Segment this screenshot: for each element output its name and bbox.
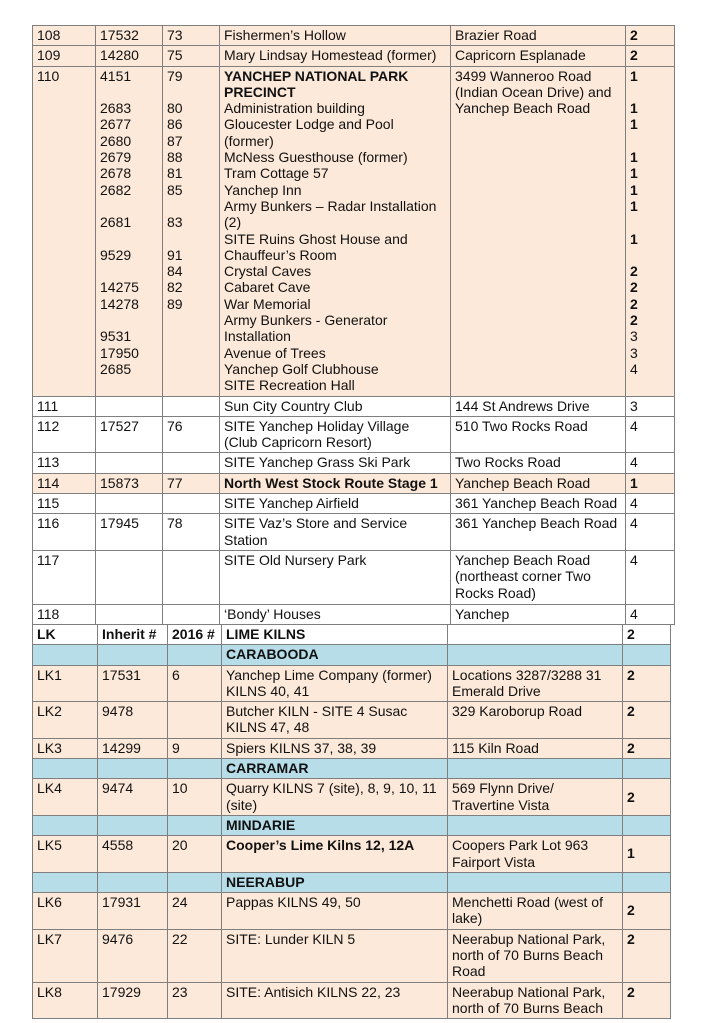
group-header-row <box>33 645 671 665</box>
precinct-n2016-line: 84 <box>167 263 183 280</box>
category: 2 <box>623 982 671 1019</box>
place-name: SITE Vaz’s Store and Service Station <box>220 514 451 551</box>
inherit-number <box>96 453 163 473</box>
precinct-n2016-line <box>167 328 215 344</box>
group-header-row <box>33 815 671 835</box>
group-empty-cell <box>623 872 671 892</box>
precinct-name-line: Administration building <box>224 100 365 117</box>
heritage-table-main <box>32 25 675 625</box>
inherit-number: 14280 <box>96 46 163 66</box>
group-empty-cell <box>168 815 222 835</box>
precinct-cat-line: 1 <box>630 230 638 247</box>
precinct-name-line: YANCHEP NATIONAL PARK PRECINCT <box>224 67 409 100</box>
number-2016: 77 <box>163 473 220 493</box>
precinct-cat-line: 1 <box>630 116 638 133</box>
place-name: Fishermen’s Hollow <box>220 26 451 46</box>
group-name: MINDARIE <box>222 815 448 835</box>
inherit-number: 9476 <box>98 929 168 982</box>
group-empty-cell <box>168 645 222 665</box>
precinct-cat-line <box>630 84 670 100</box>
group-empty-cell <box>623 645 671 665</box>
kiln-address: 115 Kiln Road <box>448 738 623 758</box>
table-row <box>33 514 675 551</box>
place-id: 116 <box>33 514 96 551</box>
group-empty-cell <box>168 872 222 892</box>
number-2016 <box>163 494 220 514</box>
kiln-address: Neerabup National Park, north of 70 Burns Beach <box>448 982 623 1019</box>
precinct-inherit-line: 14278 <box>100 295 139 312</box>
table-row <box>33 26 675 46</box>
precinct-cat-line: 1 <box>630 165 638 182</box>
inherit-number: 17532 <box>96 26 163 46</box>
group-empty-cell <box>98 645 168 665</box>
group-empty-cell <box>448 815 623 835</box>
header-title: LIME KILNS <box>222 625 448 645</box>
group-header-row <box>33 872 671 892</box>
precinct-inherit-line: 2680 <box>100 132 132 149</box>
precinct-n2016-line: 83 <box>167 214 183 231</box>
number-2016 <box>168 702 222 739</box>
table-row <box>33 396 675 416</box>
inherit-number <box>96 494 163 514</box>
precinct-inherit-line: 2677 <box>100 116 132 133</box>
place-id: 115 <box>33 494 96 514</box>
precinct-cat-line: 2 <box>630 279 638 296</box>
group-empty-cell <box>98 759 168 779</box>
precinct-cat-line: 2 <box>630 263 638 280</box>
header-2016: 2016 # <box>168 625 222 645</box>
precinct-inherit-line <box>100 263 158 279</box>
precinct-inherit-line <box>100 84 158 100</box>
kiln-id: LK3 <box>33 738 98 758</box>
place-address: 510 Two Rocks Road <box>451 416 626 453</box>
precinct-inherit-list <box>96 66 163 396</box>
precinct-n2016-line: 80 <box>167 100 183 117</box>
precinct-inherit-line: 9531 <box>100 328 132 345</box>
category: 4 <box>626 604 675 624</box>
header-category: 2 <box>623 625 671 645</box>
table-row <box>33 738 671 758</box>
place-address: Capricorn Esplanade <box>451 46 626 66</box>
table-row <box>33 453 675 473</box>
place-address: 361 Yanchep Beach Road <box>451 494 626 514</box>
category: 4 <box>626 550 675 604</box>
category: 1 <box>626 473 675 493</box>
place-name: North West Stock Route Stage 1 <box>220 473 451 493</box>
kiln-id: LK6 <box>33 893 98 930</box>
table-row <box>33 836 671 873</box>
number-2016: 6 <box>168 665 222 702</box>
precinct-n2016-line <box>167 198 215 214</box>
precinct-name-line: McNess Guesthouse (former) <box>224 149 408 166</box>
group-empty-cell <box>33 759 98 779</box>
kiln-id: LK7 <box>33 929 98 982</box>
number-2016: 23 <box>168 982 222 1019</box>
place-id: 108 <box>33 26 96 46</box>
category: 2 <box>626 26 675 46</box>
place-name: Sun City Country Club <box>220 396 451 416</box>
precinct-cat-line <box>630 247 670 263</box>
precinct-n2016-line <box>167 312 215 328</box>
kiln-id: LK5 <box>33 836 98 873</box>
place-id: 112 <box>33 416 96 453</box>
category: 2 <box>623 929 671 982</box>
precinct-cat-line: 1 <box>630 67 638 84</box>
inherit-number <box>96 604 163 624</box>
header-lk: LK <box>33 625 98 645</box>
category: 2 <box>623 738 671 758</box>
precinct-row <box>33 66 675 396</box>
number-2016 <box>163 604 220 624</box>
precinct-inherit-line <box>100 312 158 328</box>
group-empty-cell <box>623 759 671 779</box>
number-2016: 73 <box>163 26 220 46</box>
kiln-name: Cooper’s Lime Kilns 12, 12A <box>222 836 448 873</box>
place-id: 111 <box>33 396 96 416</box>
kiln-name: Spiers KILNS 37, 38, 39 <box>222 738 448 758</box>
group-name: NEERABUP <box>222 872 448 892</box>
group-empty-cell <box>448 645 623 665</box>
group-empty-cell <box>98 872 168 892</box>
table-row <box>33 665 671 702</box>
precinct-cat-line: 1 <box>630 149 638 166</box>
inherit-number: 17945 <box>96 514 163 551</box>
precinct-cat-line: 4 <box>630 360 638 377</box>
place-id: 113 <box>33 453 96 473</box>
precinct-n2016-line: 91 <box>167 246 183 263</box>
precinct-n2016-line: 86 <box>167 116 183 133</box>
inherit-number: 17931 <box>98 893 168 930</box>
table-row <box>33 702 671 739</box>
place-name: SITE Yanchep Grass Ski Park <box>220 453 451 473</box>
precinct-n2016-line: 89 <box>167 295 183 312</box>
precinct-name-line: Yanchep Inn <box>224 181 302 198</box>
table-row <box>33 779 671 816</box>
inherit-number <box>96 396 163 416</box>
place-address: Yanchep <box>451 604 626 624</box>
place-id: 110 <box>33 66 96 396</box>
precinct-2016-list <box>163 66 220 396</box>
precinct-n2016-line: 87 <box>167 132 183 149</box>
kiln-id: LK2 <box>33 702 98 739</box>
place-id: 117 <box>33 550 96 604</box>
group-empty-cell <box>33 815 98 835</box>
precinct-inherit-line: 9529 <box>100 246 132 263</box>
inherit-number: 9478 <box>98 702 168 739</box>
precinct-n2016-line: 79 <box>167 67 183 84</box>
precinct-n2016-line <box>167 345 215 361</box>
header-inherit: Inherit # <box>98 625 168 645</box>
place-address: 144 St Andrews Drive <box>451 396 626 416</box>
precinct-inherit-line: 17950 <box>100 344 139 361</box>
precinct-name-line: Avenue of Trees <box>224 344 326 361</box>
precinct-name-line: (2) <box>224 214 242 231</box>
category: 3 <box>626 396 675 416</box>
group-name: CARABOODA <box>222 645 448 665</box>
table-row <box>33 604 675 624</box>
category: 2 <box>623 893 671 930</box>
inherit-number: 9474 <box>98 779 168 816</box>
precinct-inherit-line <box>100 198 158 214</box>
place-address: Yanchep Beach Road (northeast corner Two Rocks Road) <box>451 550 626 604</box>
precinct-n2016-line: 88 <box>167 149 183 166</box>
place-name: SITE Yanchep Airfield <box>220 494 451 514</box>
precinct-name-line: Gloucester Lodge and Pool (former) <box>224 116 394 149</box>
place-address: 361 Yanchep Beach Road <box>451 514 626 551</box>
kiln-name: Yanchep Lime Company (former) KILNS 40, 41 <box>222 665 448 702</box>
table-header-row <box>33 625 671 645</box>
kiln-name: Butcher KILN - SITE 4 Susac KILNS 47, 48 <box>222 702 448 739</box>
precinct-cat-line <box>630 133 670 149</box>
precinct-name-line: Cabaret Cave <box>224 279 311 296</box>
precinct-name-list <box>220 66 451 396</box>
table-row <box>33 982 671 1019</box>
kiln-id: LK8 <box>33 982 98 1019</box>
number-2016: 24 <box>168 893 222 930</box>
precinct-cat-line: 3 <box>630 344 638 361</box>
precinct-cat-line <box>630 214 670 230</box>
inherit-number: 17929 <box>98 982 168 1019</box>
kiln-name: Quarry KILNS 7 (site), 8, 9, 10, 11 (site) <box>222 779 448 816</box>
precinct-category-list <box>626 66 675 396</box>
precinct-inherit-line: 14275 <box>100 279 139 296</box>
kiln-id: LK4 <box>33 779 98 816</box>
precinct-n2016-line: 81 <box>167 165 183 182</box>
precinct-name-line: Tram Cottage 57 <box>224 165 329 182</box>
precinct-cat-line: 2 <box>630 295 638 312</box>
precinct-name-line: Chauffeur’s Room <box>224 246 337 263</box>
precinct-name-line: SITE Recreation Hall <box>224 377 355 394</box>
table-row <box>33 550 675 604</box>
precinct-inherit-line: 4151 <box>100 67 132 84</box>
group-empty-cell <box>448 872 623 892</box>
table-row <box>33 416 675 453</box>
precinct-cat-line: 2 <box>630 312 638 329</box>
precinct-cat-line: 1 <box>630 100 638 117</box>
precinct-name-line: Installation <box>224 328 291 345</box>
place-name: SITE Yanchep Holiday Village (Club Capricorn Resort) <box>220 416 451 453</box>
number-2016: 75 <box>163 46 220 66</box>
precinct-name-line: Army Bunkers – Radar Installation <box>224 197 437 214</box>
number-2016: 10 <box>168 779 222 816</box>
category: 4 <box>626 416 675 453</box>
number-2016: 20 <box>168 836 222 873</box>
category: 1 <box>623 836 671 873</box>
precinct-cat-line: 1 <box>630 181 638 198</box>
place-address: Two Rocks Road <box>451 453 626 473</box>
table-row <box>33 494 675 514</box>
category: 4 <box>626 453 675 473</box>
table-row <box>33 893 671 930</box>
place-id: 114 <box>33 473 96 493</box>
kiln-name: SITE: Lunder KILN 5 <box>222 929 448 982</box>
kiln-name: SITE: Antisich KILNS 22, 23 <box>222 982 448 1019</box>
table-row <box>33 929 671 982</box>
table-row <box>33 473 675 493</box>
place-id: 118 <box>33 604 96 624</box>
inherit-number <box>96 550 163 604</box>
category: 4 <box>626 494 675 514</box>
number-2016 <box>163 453 220 473</box>
category: 2 <box>623 779 671 816</box>
group-empty-cell <box>33 872 98 892</box>
precinct-n2016-line <box>167 84 215 100</box>
kiln-address: Menchetti Road (west of lake) <box>448 893 623 930</box>
number-2016: 22 <box>168 929 222 982</box>
inherit-number: 4558 <box>98 836 168 873</box>
number-2016: 9 <box>168 738 222 758</box>
precinct-cat-line: 1 <box>630 197 638 214</box>
kiln-id: LK1 <box>33 665 98 702</box>
precinct-name-line: SITE Ruins Ghost House and <box>224 230 408 247</box>
group-empty-cell <box>33 645 98 665</box>
kiln-address: 329 Karoborup Road <box>448 702 623 739</box>
kiln-address: Coopers Park Lot 963 Fairport Vista <box>448 836 623 873</box>
header-address <box>448 625 623 645</box>
precinct-name-line: Yanchep Golf Clubhouse <box>224 360 379 377</box>
group-header-row <box>33 759 671 779</box>
precinct-inherit-line: 2683 <box>100 100 132 117</box>
precinct-inherit-line: 2685 <box>100 360 132 377</box>
category: 2 <box>623 702 671 739</box>
category: 2 <box>623 665 671 702</box>
precinct-inherit-line: 2679 <box>100 149 132 166</box>
category: 2 <box>626 46 675 66</box>
precinct-n2016-line <box>167 361 215 377</box>
precinct-n2016-line: 82 <box>167 279 183 296</box>
precinct-n2016-line: 85 <box>167 181 183 198</box>
precinct-name-line: Army Bunkers - Generator <box>224 312 388 329</box>
inherit-number: 17527 <box>96 416 163 453</box>
precinct-inherit-line <box>100 231 158 247</box>
number-2016: 78 <box>163 514 220 551</box>
place-name: Mary Lindsay Homestead (former) <box>220 46 451 66</box>
inherit-number: 17531 <box>98 665 168 702</box>
group-name: CARRAMAR <box>222 759 448 779</box>
category: 4 <box>626 514 675 551</box>
number-2016 <box>163 396 220 416</box>
kiln-address: Locations 3287/3288 31 Emerald Drive <box>448 665 623 702</box>
place-address: Brazier Road <box>451 26 626 46</box>
kiln-address: 569 Flynn Drive/ Travertine Vista <box>448 779 623 816</box>
place-address: 3499 Wanneroo Road (Indian Ocean Drive) and Yanchep Beach Road <box>451 66 626 396</box>
precinct-inherit-line: 2678 <box>100 165 132 182</box>
place-name: SITE Old Nursery Park <box>220 550 451 604</box>
number-2016 <box>163 550 220 604</box>
group-empty-cell <box>98 815 168 835</box>
inherit-number: 14299 <box>98 738 168 758</box>
table-row <box>33 46 675 66</box>
lime-kilns-table <box>32 624 671 1019</box>
precinct-cat-line: 3 <box>630 328 638 345</box>
precinct-inherit-line: 2681 <box>100 214 132 231</box>
inherit-number: 15873 <box>96 473 163 493</box>
group-empty-cell <box>168 759 222 779</box>
precinct-name-line: War Memorial <box>224 295 311 312</box>
group-empty-cell <box>448 759 623 779</box>
group-empty-cell <box>623 815 671 835</box>
kiln-name: Pappas KILNS 49, 50 <box>222 893 448 930</box>
place-address: Yanchep Beach Road <box>451 473 626 493</box>
kiln-address: Neerabup National Park, north of 70 Burns Beach Road <box>448 929 623 982</box>
precinct-n2016-line <box>167 231 215 247</box>
place-name: ‘Bondy’ Houses <box>220 604 451 624</box>
precinct-name-line: Crystal Caves <box>224 263 312 280</box>
place-id: 109 <box>33 46 96 66</box>
precinct-inherit-line: 2682 <box>100 181 132 198</box>
number-2016: 76 <box>163 416 220 453</box>
